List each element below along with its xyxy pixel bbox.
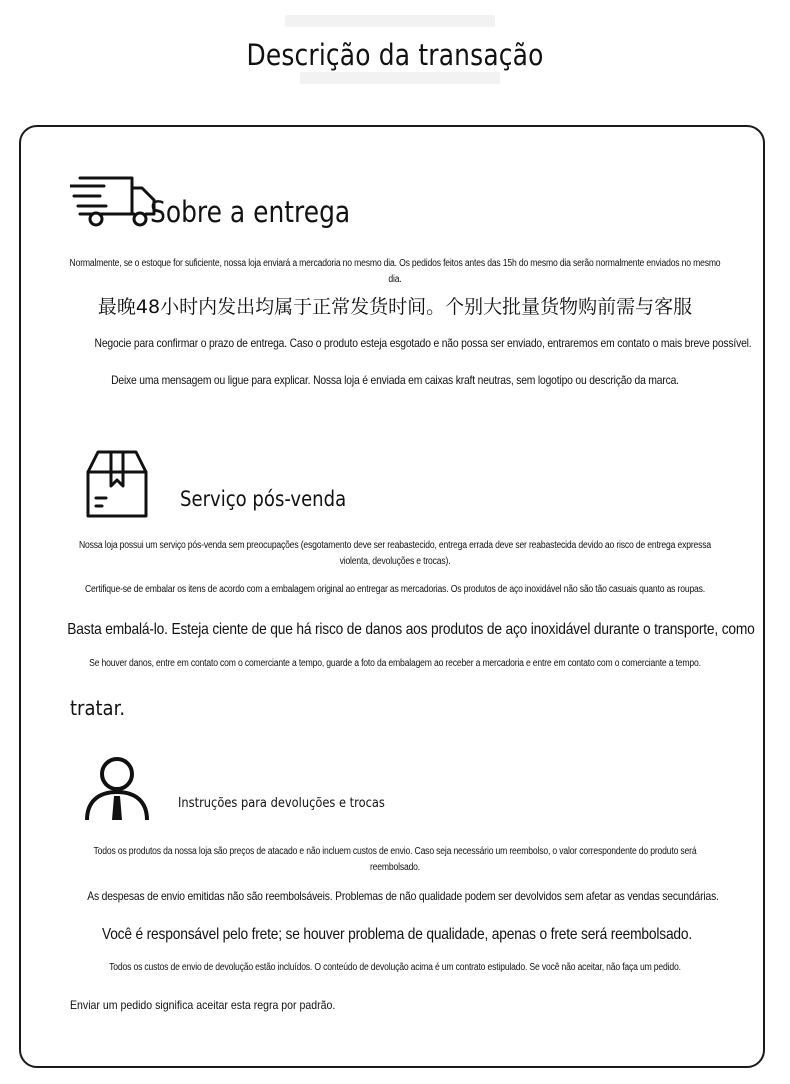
delivery-truck-icon bbox=[70, 174, 160, 230]
after-sales-heading: Serviço pós-venda bbox=[180, 487, 347, 511]
page-title: Descrição da transação bbox=[246, 38, 544, 72]
delivery-paragraph-1: Normalmente, se o estoque for suficiente, nossa loja enviará a mercadoria no mesmo dia. Os pedidos feitos antes das 15h do mesmo dia serão normalmente enviados no mesmo dia. bbox=[69, 258, 721, 285]
returns-paragraph-2: As despesas de envio emitidas não são reembolsáveis. Problemas de não qualidade podem ser devolvidos sem afetar as vendas secundárias. bbox=[87, 889, 719, 903]
package-box-icon bbox=[84, 448, 150, 520]
after-sales-paragraph-1: Nossa loja possui um serviço pós-venda sem preocupações (esgotamento deve ser reabastecido, entrega errada deve ser reabastecida devido ao risco de entrega expressa violenta, devoluções e trocas). bbox=[79, 540, 711, 567]
delivery-paragraph-2: 最晚48小时内发出均属于正常发货时间。个别大批量货物购前需与客服 bbox=[97, 296, 693, 318]
after-sales-paragraph-2: Certifique-se de embalar os itens de acordo com a embalagem original ao entregar as mercadorias. Os produtos de aço inoxidável não são tão casuais quanto as roupas. bbox=[84, 584, 706, 595]
faded-background-text bbox=[285, 15, 495, 27]
after-sales-paragraph-4: Se houver danos, entre em contato com o comerciante a tempo, guarde a foto da embalagem ao receber a mercadoria e entre em contato com o comerciante a tempo. bbox=[89, 658, 701, 669]
person-tie-icon bbox=[84, 754, 150, 820]
delivery-paragraph-4: Deixe uma mensagem ou ligue para explicar. Nossa loja é enviada em caixas kraft neutras, sem logotipo ou descrição da marca. bbox=[111, 373, 679, 387]
after-sales-paragraph-5: tratar. bbox=[70, 696, 126, 720]
returns-paragraph-4: Todos os custos de envio de devolução estão incluídos. O conteúdo de devolução acima é um contrato estipulado. Se você não aceitar, não faça um pedido. bbox=[109, 962, 681, 973]
returns-paragraph-5: Enviar um pedido significa aceitar esta regra por padrão. bbox=[70, 998, 336, 1012]
returns-paragraph-1: Todos os produtos da nossa loja são preços de atacado e não incluem custos de envio. Caso seja necessário um reembolso, o valor correspondente do produto será reembolsado. bbox=[93, 846, 697, 873]
faded-background-text bbox=[300, 72, 500, 84]
returns-paragraph-3: Você é responsável pelo frete; se houver problema de qualidade, apenas o frete será reembolsado. bbox=[101, 926, 693, 943]
delivery-paragraph-3: Negocie para confirmar o prazo de entrega. Caso o produto esteja esgotado e não possa ser enviado, entraremos em contato o mais breve possível. bbox=[94, 336, 752, 350]
delivery-heading: Sobre a entrega bbox=[150, 195, 351, 229]
returns-heading: Instruções para devoluções e trocas bbox=[178, 796, 385, 811]
after-sales-paragraph-3: Basta embalá-lo. Esteja ciente de que há risco de danos aos produtos de aço inoxidável durante o transporte, como bbox=[67, 621, 755, 638]
